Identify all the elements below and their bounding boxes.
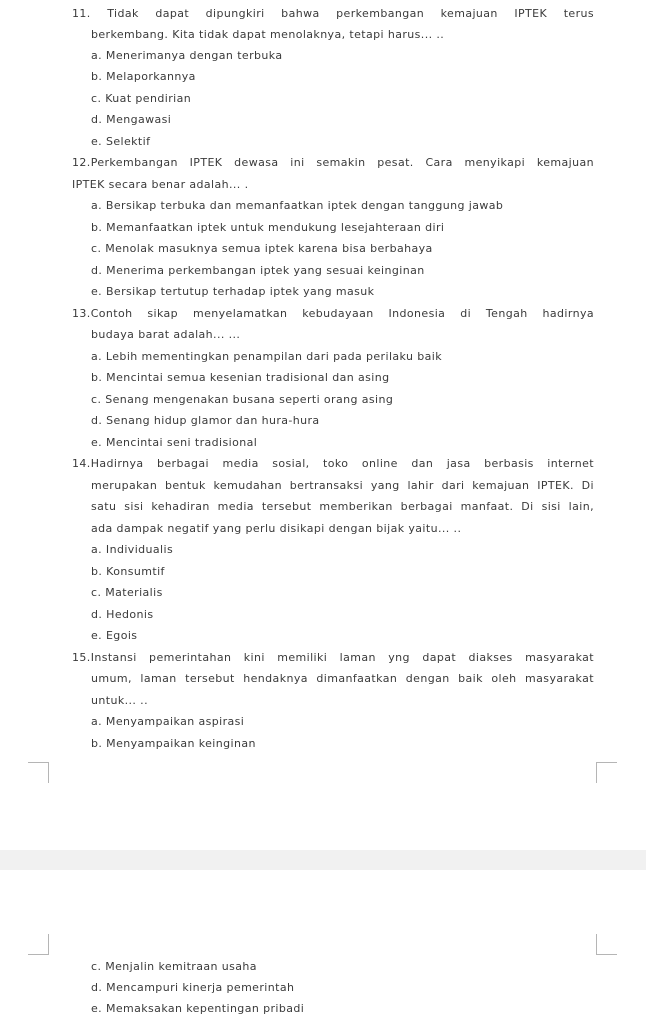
question-15-text-line-3: untuk... ..	[91, 694, 148, 707]
question-14-option-e: e. Egois	[91, 629, 138, 642]
question-14-option-d: d. Hedonis	[91, 608, 154, 621]
margin-corner-mark-bottom-right	[596, 934, 617, 955]
question-13-option-c: c. Senang mengenakan busana seperti orang asing	[91, 393, 394, 406]
question-15-option-d: d. Mencampuri kinerja pemerintah	[91, 981, 295, 994]
question-12-text-line-1: 12.Perkembangan IPTEK dewasa ini semakin pesat. Cara menyikapi kemajuan	[72, 156, 594, 169]
question-14-option-c: c. Materialis	[91, 586, 163, 599]
document-page-2	[0, 870, 646, 1024]
question-15-option-b: b. Menyampaikan keinginan	[91, 737, 256, 750]
question-11-option-a: a. Menerimanya dengan terbuka	[91, 49, 283, 62]
question-13-text-line-1: 13.Contoh sikap menyelamatkan kebudayaan Indonesia di Tengah hadirnya	[72, 307, 594, 320]
question-14-option-b: b. Konsumtif	[91, 565, 165, 578]
question-12-option-c: c. Menolak masuknya semua iptek karena bisa berbahaya	[91, 242, 433, 255]
question-11-text-line-1: 11. Tidak dapat dipungkiri bahwa perkembangan kemajuan IPTEK terus	[72, 7, 594, 20]
question-12-option-a: a. Bersikap terbuka dan memanfaatkan iptek dengan tanggung jawab	[91, 199, 504, 212]
question-11-option-d: d. Mengawasi	[91, 113, 172, 126]
question-11-option-b: b. Melaporkannya	[91, 70, 196, 83]
margin-corner-mark-top-left	[28, 762, 49, 783]
question-14-option-a: a. Individualis	[91, 543, 174, 556]
question-15-option-e: e. Memaksakan kepentingan pribadi	[91, 1002, 305, 1015]
question-15-text-line-1: 15.Instansi pemerintahan kini memiliki laman yng dapat diakses masyarakat	[72, 651, 594, 664]
question-14-text-line-4: ada dampak negatif yang perlu disikapi dengan bijak yaitu... ..	[91, 522, 462, 535]
question-12-text-line-2: IPTEK secara benar adalah... .	[72, 178, 249, 191]
question-11-option-c: c. Kuat pendirian	[91, 92, 192, 105]
question-13-option-d: d. Senang hidup glamor dan hura-hura	[91, 414, 320, 427]
question-15-option-c: c. Menjalin kemitraan usaha	[91, 960, 257, 973]
question-12-option-e: e. Bersikap tertutup terhadap iptek yang masuk	[91, 285, 375, 298]
margin-corner-mark-top-right	[596, 762, 617, 783]
question-14-text-line-3: satu sisi kehadiran media tersebut memberikan berbagai manfaat. Di sisi lain,	[91, 500, 594, 513]
question-13-text-line-2: budaya barat adalah... ...	[91, 328, 241, 341]
question-11-text-line-2: berkembang. Kita tidak dapat menolaknya, tetapi harus... ..	[91, 28, 445, 41]
question-12-option-d: d. Menerima perkembangan iptek yang sesuai keinginan	[91, 264, 425, 277]
margin-corner-mark-bottom-left	[28, 934, 49, 955]
question-11-option-e: e. Selektif	[91, 135, 151, 148]
question-12-option-b: b. Memanfaatkan iptek untuk mendukung lesejahteraan diri	[91, 221, 445, 234]
question-14-text-line-2: merupakan bentuk kemudahan bertransaksi yang lahir dari kemajuan IPTEK. Di	[91, 479, 594, 492]
question-13-option-e: e. Mencintai seni tradisional	[91, 436, 258, 449]
question-13-option-a: a. Lebih mementingkan penampilan dari pada perilaku baik	[91, 350, 442, 363]
question-13-option-b: b. Mencintai semua kesenian tradisional dan asing	[91, 371, 390, 384]
question-14-text-line-1: 14.Hadirnya berbagai media sosial, toko online dan jasa berbasis internet	[72, 457, 594, 470]
question-15-option-a: a. Menyampaikan aspirasi	[91, 715, 245, 728]
page-break-gap	[0, 850, 646, 870]
question-15-text-line-2: umum, laman tersebut hendaknya dimanfaatkan dengan baik oleh masyarakat	[91, 672, 594, 685]
